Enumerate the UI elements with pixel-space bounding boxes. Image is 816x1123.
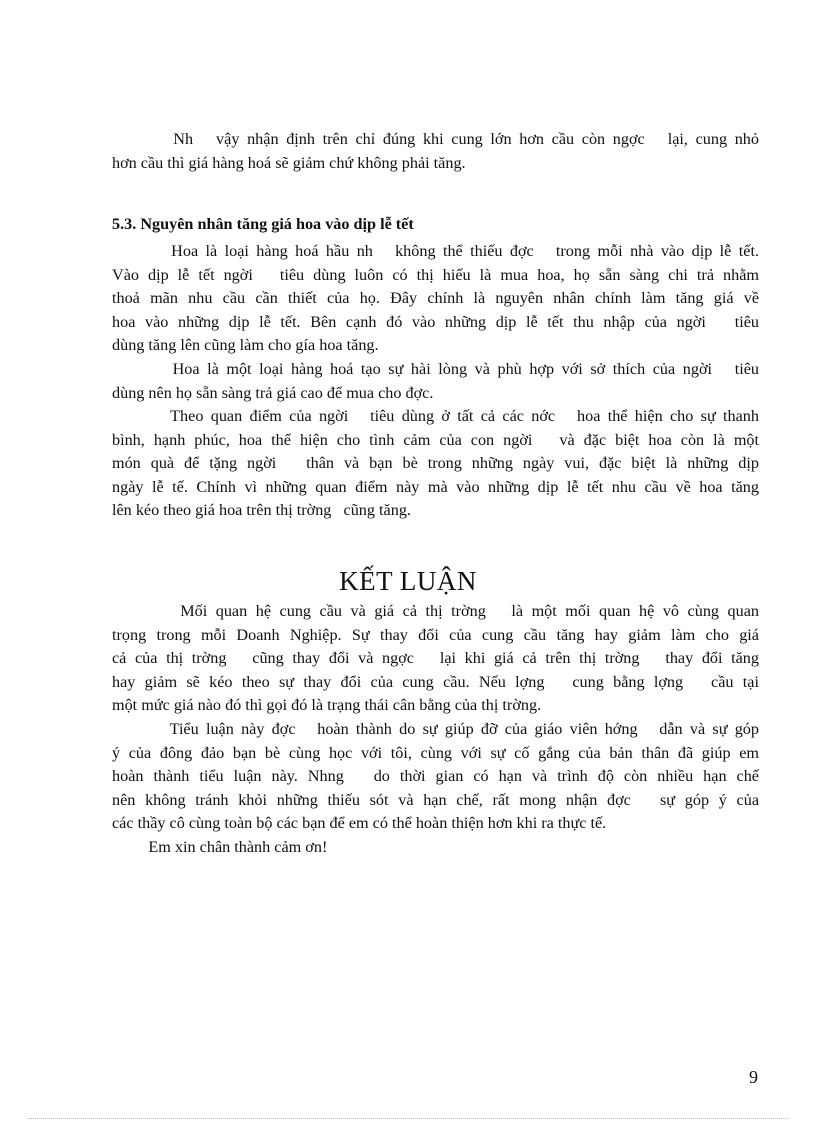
conclusion-title: KẾT LUẬN bbox=[339, 566, 477, 596]
text-line: hoa vào những dịp lễ tết. Bên cạnh đó vào những dịp lễ tết thu nhập của ngời tiêu bbox=[112, 312, 759, 331]
conclusion-paragraph-2 bbox=[112, 718, 759, 836]
text-line: Tiểu luận này đợc hoàn thành do sự giúp đỡ của giáo viên hớng dẫn và sự góp bbox=[112, 720, 759, 738]
text-line: nên không tránh khỏi những thiếu sót và hạn chế, rất mong nhận đợc sự góp ý của bbox=[112, 790, 759, 809]
section-paragraph-2 bbox=[112, 358, 759, 405]
page-number: 9 bbox=[749, 1067, 758, 1087]
text-line: cả của thị trờng cũng thay đổi và ngợc lại khi giá cả trên thị trờng thay đổi tăng bbox=[112, 649, 759, 668]
text-line: Hoa là loại hàng hoá hầu nh không thể thiếu đợc trong mỗi nhà vào dịp lễ tết. bbox=[112, 242, 759, 260]
text-line: các thầy cô cùng toàn bộ các bạn để em có thể hoàn thiện hơn khi ra thực tế. bbox=[112, 814, 607, 833]
text-line: lên kéo theo giá hoa trên thị trờng cũng tăng. bbox=[112, 501, 411, 520]
text-line: ngày lễ tế. Chính vì những quan điểm này mà vào những dịp lễ tết nhu cầu về hoa tăng bbox=[112, 477, 759, 496]
conclusion-paragraph-1 bbox=[112, 600, 759, 718]
closing-line bbox=[112, 836, 759, 860]
text-line: dùng nên họ sẵn sàng trả giá cao để mua cho đợc. bbox=[112, 383, 434, 402]
text-line: dùng tăng lên cũng làm cho gía hoa tăng. bbox=[112, 336, 379, 355]
page-bottom-divider bbox=[28, 1118, 788, 1119]
intro-paragraph bbox=[112, 128, 759, 175]
text-line: hay giảm sẽ kéo theo sự thay đổi của cung cầu. Nếu lợng cung bằng lợng cầu tại bbox=[112, 672, 759, 691]
text-line: Em xin chân thành cảm ơn! bbox=[112, 838, 328, 856]
text-line: trọng trong mỗi Doanh Nghiệp. Sự thay đổi của cung cầu tăng hay giảm làm cho giá bbox=[112, 625, 759, 644]
text-line: ý của đông đảo bạn bè cùng học với tôi, cùng với sự cố gắng của bản thân đã giúp em bbox=[112, 743, 759, 762]
section-heading: 5.3. Nguyên nhân tăng giá hoa vào dịp lễ tết bbox=[112, 215, 414, 233]
text-line: bình, hạnh phúc, hoa thể hiện cho tình cảm của con ngời và đặc biệt hoa còn là một bbox=[112, 430, 759, 449]
text-line: hơn cầu thì giá hàng hoá sẽ giảm chứ không phải tăng. bbox=[112, 153, 466, 172]
section-paragraph-1 bbox=[112, 240, 759, 358]
text-line: một mức giá nào đó thì gọi đó là trạng thái cân bằng của thị trờng. bbox=[112, 696, 542, 715]
section-paragraph-3 bbox=[112, 405, 759, 523]
text-line: Theo quan điểm của ngời tiêu dùng ở tất cả các nớc hoa thể hiện cho sự thanh bbox=[112, 407, 759, 425]
text-line: Hoa là một loại hàng hoá tạo sự hài lòng và phù hợp với sở thích của ngời tiêu bbox=[112, 360, 759, 378]
text-line: món quà để tặng ngời thân và bạn bè trong những ngày vui, đặc biệt là những dịp bbox=[112, 454, 759, 473]
text-line: Vào dịp lễ tết ngời tiêu dùng luôn có thị hiếu là mua hoa, họ sẵn sàng chi trả nhằm bbox=[112, 265, 759, 284]
text-line: thoả mãn nhu cầu cần thiết của họ. Đây chính là nguyên nhân chính làm tăng giá về bbox=[112, 289, 759, 308]
text-line: Mối quan hệ cung cầu và giá cả thị trờng là một mối quan hệ vô cùng quan bbox=[112, 602, 759, 620]
text-line: Nh vậy nhận định trên chỉ đúng khi cung lớn hơn cầu còn ngợc lại, cung nhỏ bbox=[112, 130, 759, 148]
text-line: hoàn thành tiểu luận này. Nhng do thời gian có hạn và trình độ còn nhiều hạn chế bbox=[112, 767, 759, 786]
